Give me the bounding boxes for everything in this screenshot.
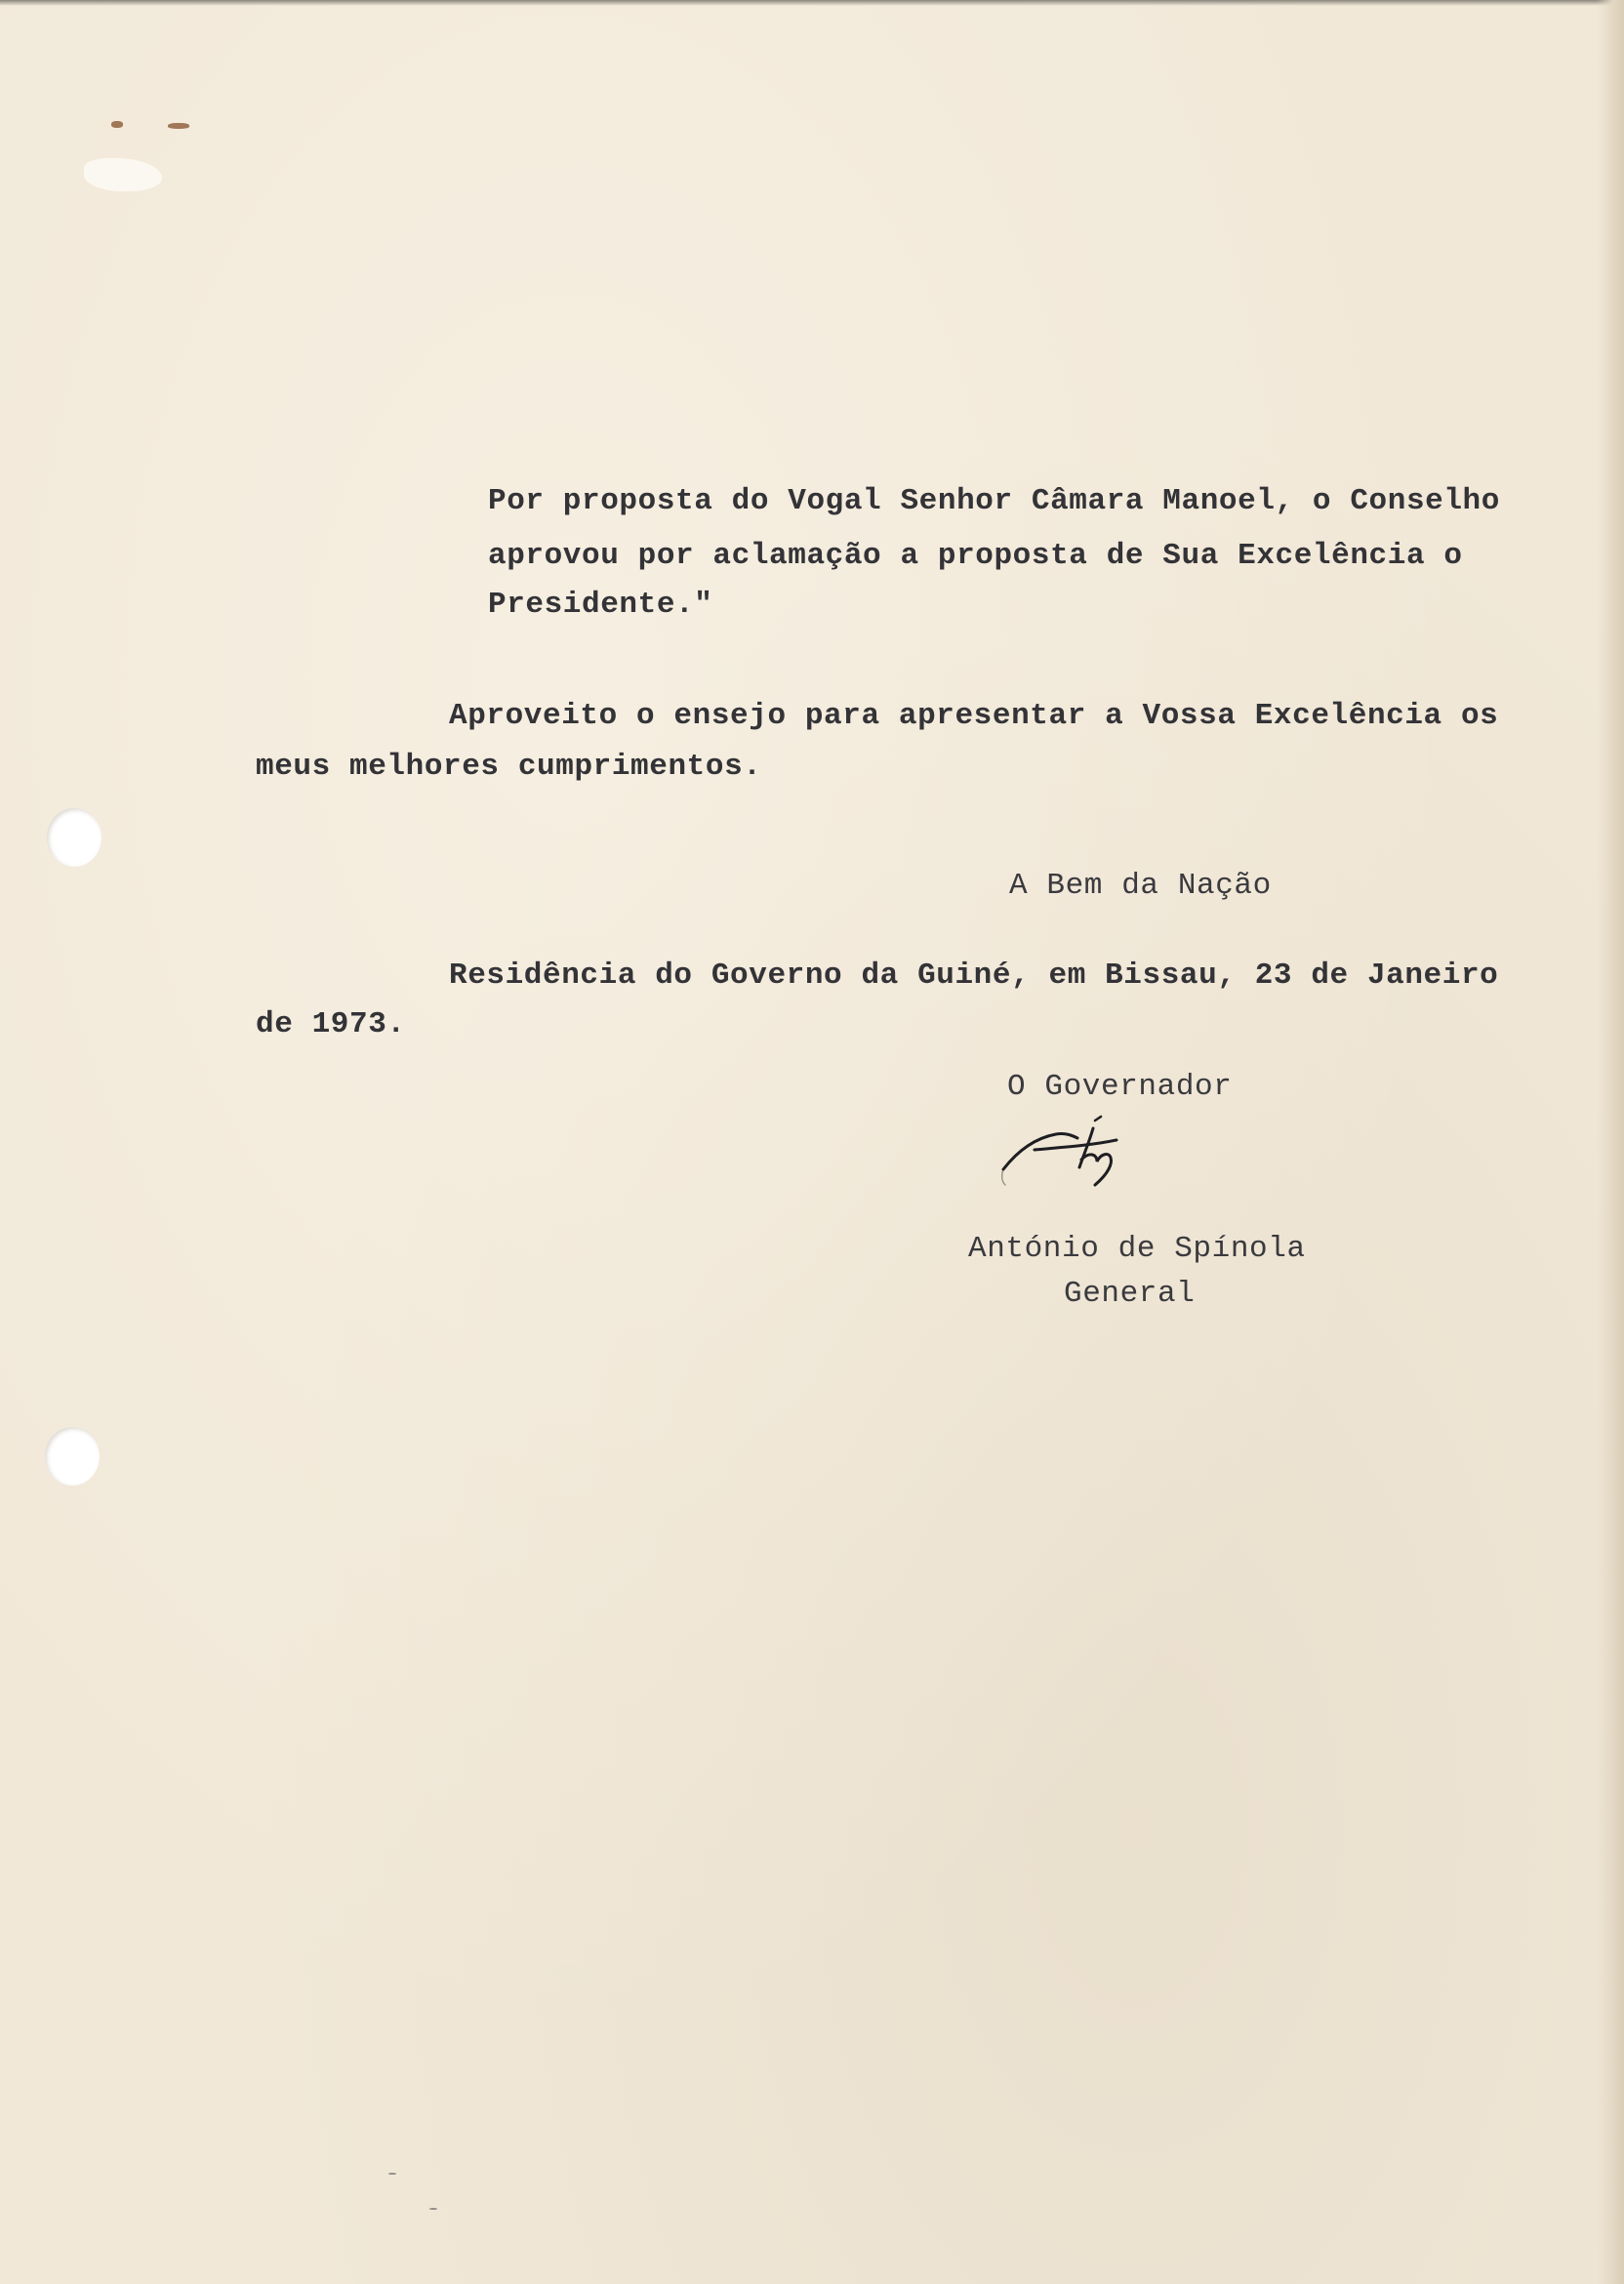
ink-speck (388, 2173, 396, 2175)
paper-tear (84, 158, 162, 191)
closing-line-2: meus melhores cumprimentos. (256, 750, 762, 784)
place-date-line-1: Residência do Governo da Guiné, em Bissau, 23 de Janeiro (449, 958, 1499, 993)
quote-line-1: Por proposta do Vogal Senhor Câmara Manoel, o Conselho (488, 484, 1500, 518)
motto: A Bem da Nação (1009, 869, 1272, 903)
ink-speck (429, 2208, 437, 2210)
rust-stain (168, 123, 189, 129)
place-date-line-2: de 1973. (256, 1007, 406, 1041)
signatory-title: O Governador (1007, 1070, 1233, 1104)
page-right-edge (1597, 0, 1624, 2284)
rust-stain (111, 121, 123, 128)
handwritten-signature (995, 1113, 1191, 1201)
punch-hole-upper (47, 808, 102, 867)
punch-hole-lower (45, 1427, 100, 1486)
signatory-name: António de Spínola (968, 1232, 1306, 1266)
signatory-rank: General (1064, 1277, 1196, 1311)
quote-line-2: aprovou por aclamação a proposta de Sua Excelência o (488, 539, 1463, 573)
closing-line-1: Aproveito o ensejo para apresentar a Vossa Excelência os (449, 699, 1499, 733)
page-top-edge (0, 0, 1624, 6)
quote-line-3: Presidente." (488, 588, 713, 622)
